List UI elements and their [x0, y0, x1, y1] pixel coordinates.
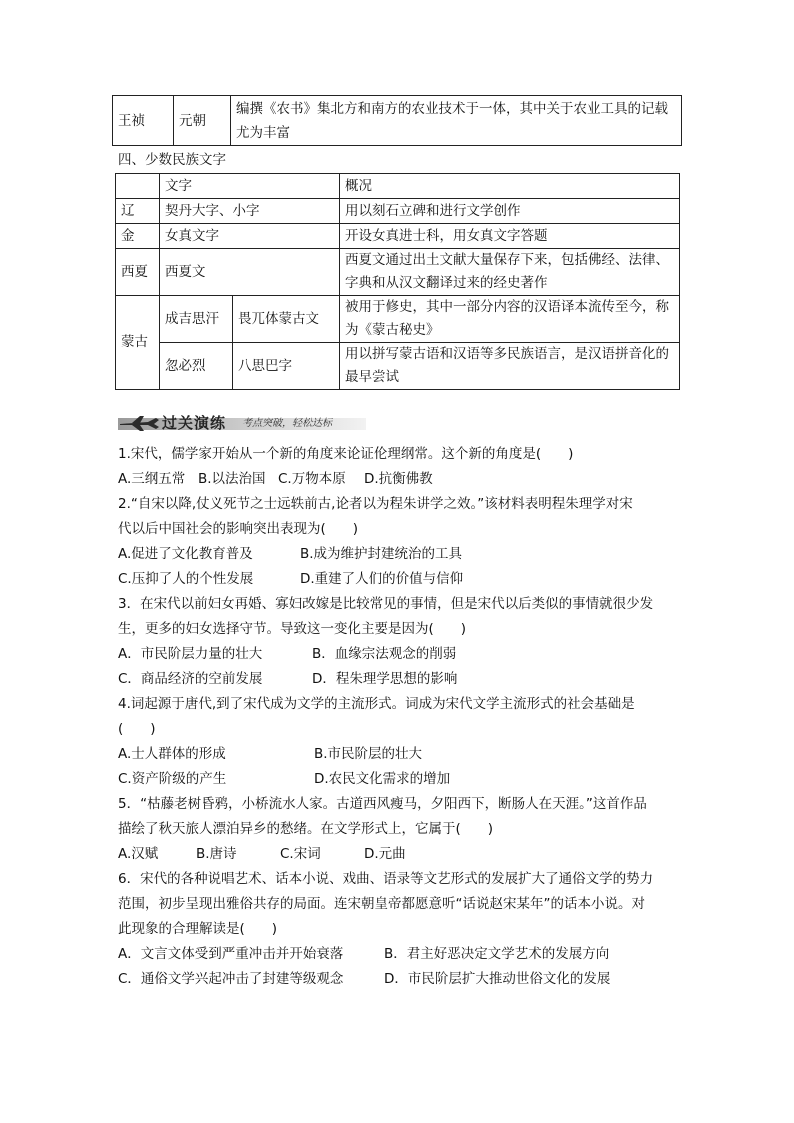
question-stem: 代以后中国社会的影响突出表现为( ): [118, 521, 359, 537]
option-b: B．血缘宗法观念的削弱: [312, 646, 457, 662]
question-stem: 4.词起源于唐代,到了宋代成为文学的主流形式。词成为宋代文学主流形式的社会基础是: [118, 696, 635, 712]
airplane-icon: [118, 414, 160, 432]
option-a: A.促进了文化教育普及: [118, 546, 253, 562]
table-row: [116, 249, 680, 296]
option-d: D.重建了人们的价值与信仰: [300, 571, 464, 587]
question-stem: 范围，初步呈现出雅俗共存的局面。连宋朝皇帝都愿意听“话说赵宋某年”的话本小说。对: [118, 896, 645, 912]
state-cell: 辽: [116, 199, 160, 224]
question-stem: 2.“自宋以降,仗义死节之士远轶前古,论者以为程朱讲学之效。”该材料表明程朱理学对宋: [118, 496, 633, 512]
question-stem: 此现象的合理解读是( ): [118, 921, 278, 937]
section-title: 四、少数民族文字: [118, 152, 226, 168]
state-cell: 西夏: [116, 249, 160, 296]
option-b: B.唐诗: [196, 846, 237, 862]
option-c: C.万物本原: [278, 471, 346, 487]
options-row: [118, 967, 680, 992]
option-c: C．通俗文学兴起冲击了封建等级观念: [118, 971, 344, 987]
options-row: [118, 667, 680, 692]
option-a: A.三纲五常: [118, 471, 186, 487]
option-a: A．市民阶层力量的壮大: [118, 646, 263, 662]
option-c: C.资产阶级的产生: [118, 771, 227, 787]
table-row: [116, 343, 680, 390]
table-row: [116, 224, 680, 249]
question-6: [118, 867, 680, 992]
options-row: [118, 567, 680, 592]
ruler-cell: 成吉思汗: [160, 296, 233, 343]
description-cell: 编撰《农书》集北方和南方的农业技术于一体，其中关于农业工具的记载尤为丰富: [231, 96, 682, 146]
state-cell: 蒙古: [116, 296, 160, 390]
question-5: [118, 792, 680, 867]
option-d: D．程朱理学思想的影响: [312, 671, 458, 687]
option-c: C.压抑了人的个性发展: [118, 571, 254, 587]
header-script-cell: 文字: [160, 174, 340, 199]
summary-cell: 开设女真进士科，用女真文字答题: [340, 224, 680, 249]
dynasty-cell: 元朝: [174, 96, 231, 146]
agriculture-table: [112, 95, 682, 146]
script-cell: 西夏文: [160, 249, 340, 296]
script-cell: 女真文字: [160, 224, 340, 249]
option-d: D．市民阶层扩大推动世俗文化的发展: [384, 971, 611, 987]
option-b: B．君主好恶决定文学艺术的发展方向: [384, 946, 610, 962]
header-summary-cell: 概况: [340, 174, 680, 199]
question-list: [118, 442, 680, 992]
option-a: A.汉赋: [118, 846, 159, 862]
option-a: A.士人群体的形成: [118, 746, 226, 762]
option-b: B.以法治国: [198, 471, 266, 487]
summary-cell: 用以拼写蒙古语和汉语等多民族语言，是汉语拼音化的最早尝试: [340, 343, 680, 390]
summary-cell: 被用于修史，其中一部分内容的汉语译本流传至今，称为《蒙古秘史》: [340, 296, 680, 343]
question-stem: 描绘了秋天旅人漂泊异乡的愁绪。在文学形式上，它属于( ): [118, 821, 494, 837]
options-row: [118, 767, 680, 792]
table-row: [116, 296, 680, 343]
option-c: C．商品经济的空前发展: [118, 671, 263, 687]
script-cell: 契丹大字、小字: [160, 199, 340, 224]
header-blank-cell: [116, 174, 160, 199]
script-cell: 畏兀体蒙古文: [233, 296, 340, 343]
question-stem: 6．宋代的各种说唱艺术、话本小说、戏曲、语录等文艺形式的发展扩大了通俗文学的势力: [118, 871, 654, 887]
option-b: B.市民阶层的壮大: [314, 746, 423, 762]
question-3: [118, 592, 680, 692]
options-row: [118, 842, 680, 867]
question-stem: ( ): [118, 721, 156, 737]
state-cell: 金: [116, 224, 160, 249]
practice-banner: [118, 412, 366, 434]
question-stem: 1.宋代，儒学家开始从一个新的角度来论证伦理纲常。这个新的角度是( ): [118, 446, 574, 462]
option-a: A．文言文体受到严重冲击并开始衰落: [118, 946, 344, 962]
options-row: [118, 742, 680, 767]
option-d: D.元曲: [364, 846, 406, 862]
question-stem: 3．在宋代以前妇女再婚、寡妇改嫁是比较常见的事情，但是宋代以后类似的事情就很少发: [118, 596, 654, 612]
banner-subtitle: 考点突破，轻松达标: [242, 418, 332, 429]
summary-cell: 用以刻石立碑和进行文学创作: [340, 199, 680, 224]
script-cell: 八思巴字: [233, 343, 340, 390]
question-4: [118, 692, 680, 792]
option-c: C.宋词: [280, 846, 321, 862]
options-row: [118, 467, 680, 492]
banner-title: 过关演练: [162, 414, 227, 432]
summary-cell: 西夏文通过出土文献大量保存下来，包括佛经、法律、字典和从汉文翻译过来的经史著作: [340, 249, 680, 296]
question-1: [118, 442, 680, 492]
option-d: D.农民文化需求的增加: [314, 771, 451, 787]
option-d: D.抗衡佛教: [364, 471, 433, 487]
table-header-row: [116, 174, 680, 199]
table-row: [116, 199, 680, 224]
options-row: [118, 942, 680, 967]
options-row: [118, 542, 680, 567]
question-stem: 5．“枯藤老树昏鸦，小桥流水人家。古道西风瘦马，夕阳西下，断肠人在天涯。”这首作品: [118, 796, 647, 812]
table-row: [113, 96, 682, 146]
options-row: [118, 642, 680, 667]
question-stem: 生，更多的妇女选择守节。导致这一变化主要是因为( ): [118, 621, 467, 637]
ruler-cell: 忽必烈: [160, 343, 233, 390]
option-b: B.成为维护封建统治的工具: [300, 546, 463, 562]
person-cell: 王祯: [113, 96, 174, 146]
question-2: [118, 492, 680, 592]
minority-scripts-table: [115, 173, 680, 390]
